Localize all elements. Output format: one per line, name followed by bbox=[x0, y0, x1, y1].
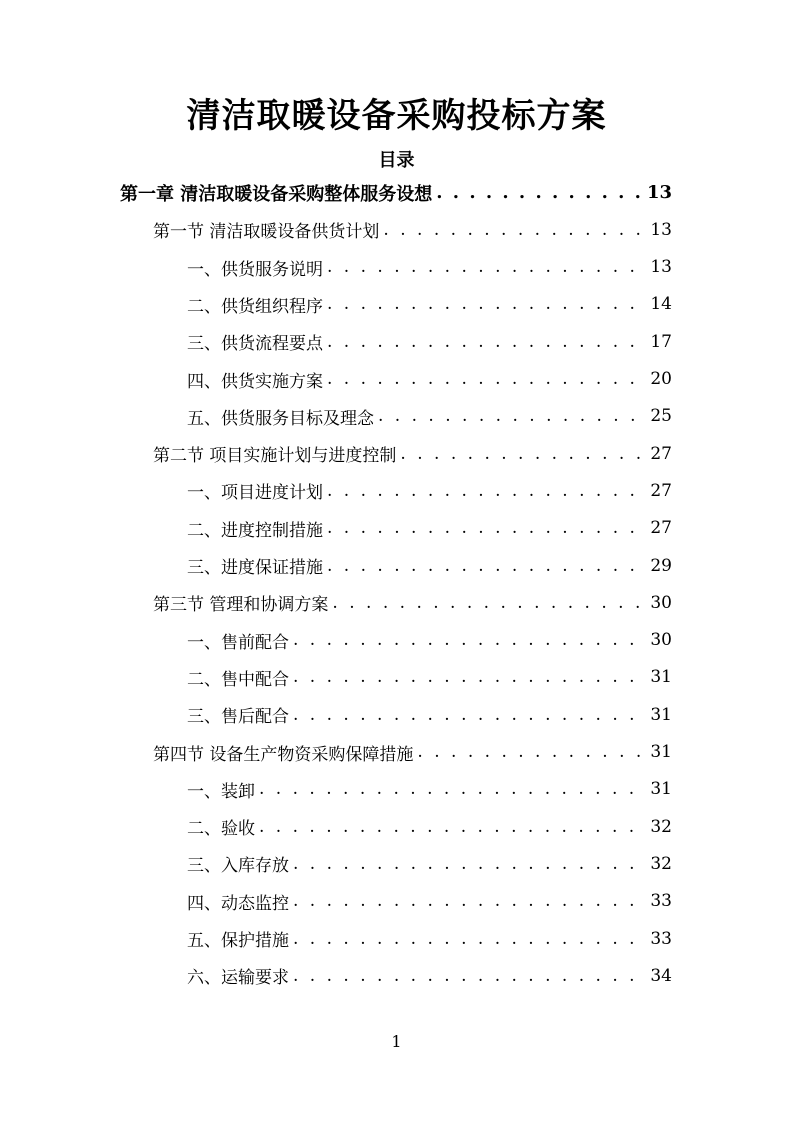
toc-entry-item[interactable] bbox=[187, 472, 672, 509]
toc-entry-item[interactable] bbox=[187, 510, 672, 547]
toc-leader-dots bbox=[293, 929, 644, 949]
toc-entry-item[interactable] bbox=[187, 547, 672, 584]
toc-entry-label: 第一章 清洁取暖设备采购整体服务设想 bbox=[120, 183, 433, 205]
toc-entry-page: 13 bbox=[646, 182, 672, 203]
toc-entry-page: 33 bbox=[650, 891, 672, 912]
toc-entry-item[interactable] bbox=[187, 696, 672, 733]
toc-leader-dots bbox=[436, 182, 641, 203]
toc-entry-label: 三、售后配合 bbox=[187, 707, 289, 728]
toc-entry-section[interactable] bbox=[153, 211, 672, 248]
toc-entry-page: 27 bbox=[650, 518, 672, 539]
toc-entry-label: 一、供货服务说明 bbox=[187, 259, 323, 280]
toc-entry-label: 四、供货实施方案 bbox=[187, 371, 323, 392]
toc-entry-label: 六、运输要求 bbox=[187, 968, 289, 989]
toc-entry-label: 三、进度保证措施 bbox=[187, 558, 323, 578]
page-number: 1 bbox=[391, 1032, 402, 1051]
toc-entry-label: 五、供货服务目标及理念 bbox=[187, 408, 374, 429]
toc-leader-dots bbox=[327, 294, 644, 314]
toc-leader-dots bbox=[327, 257, 644, 277]
toc-leader-dots bbox=[417, 742, 644, 762]
toc-entry-label: 一、售前配合 bbox=[187, 632, 289, 653]
toc-entry-label: 一、项目进度计划 bbox=[187, 483, 323, 504]
toc-heading: 目录 bbox=[378, 150, 415, 171]
toc-entry-label: 一、装卸 bbox=[187, 781, 255, 802]
toc-entry-label: 二、供货组织程序 bbox=[187, 296, 323, 317]
toc-entry-item[interactable] bbox=[187, 323, 672, 360]
toc-entry-page: 13 bbox=[650, 257, 672, 278]
toc-leader-dots bbox=[327, 369, 644, 389]
toc-entry-label: 二、进度控制措施 bbox=[187, 520, 323, 541]
toc-entry-label: 第四节 设备生产物资采购保障措施 bbox=[153, 744, 414, 765]
toc-entry-page: 27 bbox=[650, 480, 672, 501]
toc-entry-page: 32 bbox=[650, 853, 672, 874]
toc-entry-item[interactable] bbox=[187, 883, 672, 920]
toc-entry-item[interactable] bbox=[187, 286, 672, 323]
document-title: 清洁取暖设备采购投标方案 bbox=[186, 96, 607, 136]
toc-entry-chapter[interactable] bbox=[120, 174, 672, 211]
toc-entry-page: 34 bbox=[650, 965, 672, 986]
toc-entry-page: 14 bbox=[650, 294, 672, 315]
toc-leader-dots bbox=[327, 518, 644, 538]
toc-entry-page: 31 bbox=[650, 704, 672, 725]
toc-entry-page: 29 bbox=[650, 555, 672, 576]
toc-entry-label: 二、售中配合 bbox=[187, 669, 289, 690]
toc-entry-page: 31 bbox=[650, 667, 672, 688]
toc-entry-section[interactable] bbox=[153, 584, 672, 621]
toc-entry-item[interactable] bbox=[187, 249, 672, 286]
toc-entry-page: 20 bbox=[650, 369, 672, 389]
toc-entry-item[interactable] bbox=[187, 957, 672, 994]
toc-leader-dots bbox=[293, 966, 644, 986]
toc-entry-page: 31 bbox=[650, 742, 672, 762]
toc-entry-section[interactable] bbox=[153, 435, 672, 472]
toc-entry-label: 三、入库存放 bbox=[187, 856, 289, 877]
toc-entry-page: 31 bbox=[650, 779, 672, 800]
toc-leader-dots bbox=[293, 630, 644, 650]
toc-leader-dots bbox=[400, 444, 644, 464]
toc-entry-page: 17 bbox=[650, 331, 672, 352]
toc-entry-page: 25 bbox=[650, 406, 672, 427]
toc-entry-page: 13 bbox=[650, 219, 672, 240]
toc-entry-section[interactable] bbox=[153, 734, 672, 771]
toc-entry-label: 五、保护措施 bbox=[187, 931, 289, 951]
toc-entry-page: 32 bbox=[650, 816, 672, 837]
toc-entry-item[interactable] bbox=[187, 361, 672, 398]
toc-leader-dots bbox=[293, 667, 644, 687]
toc-entry-item[interactable] bbox=[187, 808, 672, 845]
toc-leader-dots bbox=[327, 481, 644, 501]
toc-entry-label: 第二节 项目实施计划与进度控制 bbox=[153, 446, 397, 467]
toc-entry-label: 四、动态监控 bbox=[187, 893, 289, 914]
toc-leader-dots bbox=[378, 406, 644, 426]
toc-entry-item[interactable] bbox=[187, 622, 672, 659]
toc-entry-item[interactable] bbox=[187, 845, 672, 882]
toc-entry-page: 30 bbox=[650, 630, 672, 651]
toc-entry-page: 30 bbox=[650, 592, 672, 613]
toc-leader-dots bbox=[293, 891, 644, 911]
toc-entry-page: 27 bbox=[650, 443, 672, 464]
toc-leader-dots bbox=[327, 332, 644, 352]
toc-entry-item[interactable] bbox=[187, 920, 672, 957]
toc-entry-page: 33 bbox=[650, 928, 672, 949]
toc-leader-dots bbox=[259, 779, 644, 799]
toc-entry-item[interactable] bbox=[187, 771, 672, 808]
toc-leader-dots bbox=[332, 593, 644, 613]
toc-leader-dots bbox=[259, 817, 644, 837]
toc-entry-item[interactable] bbox=[187, 398, 672, 435]
toc-leader-dots bbox=[293, 705, 644, 725]
toc-entry-label: 三、供货流程要点 bbox=[187, 334, 323, 355]
toc-leader-dots bbox=[383, 220, 644, 240]
toc-entry-label: 二、验收 bbox=[187, 819, 255, 840]
toc-leader-dots bbox=[293, 854, 644, 874]
toc-entry-item[interactable] bbox=[187, 659, 672, 696]
toc-entry-label: 第一节 清洁取暖设备供货计划 bbox=[153, 222, 380, 243]
toc-leader-dots bbox=[327, 556, 644, 576]
toc-entry-label: 第三节 管理和协调方案 bbox=[153, 595, 329, 616]
